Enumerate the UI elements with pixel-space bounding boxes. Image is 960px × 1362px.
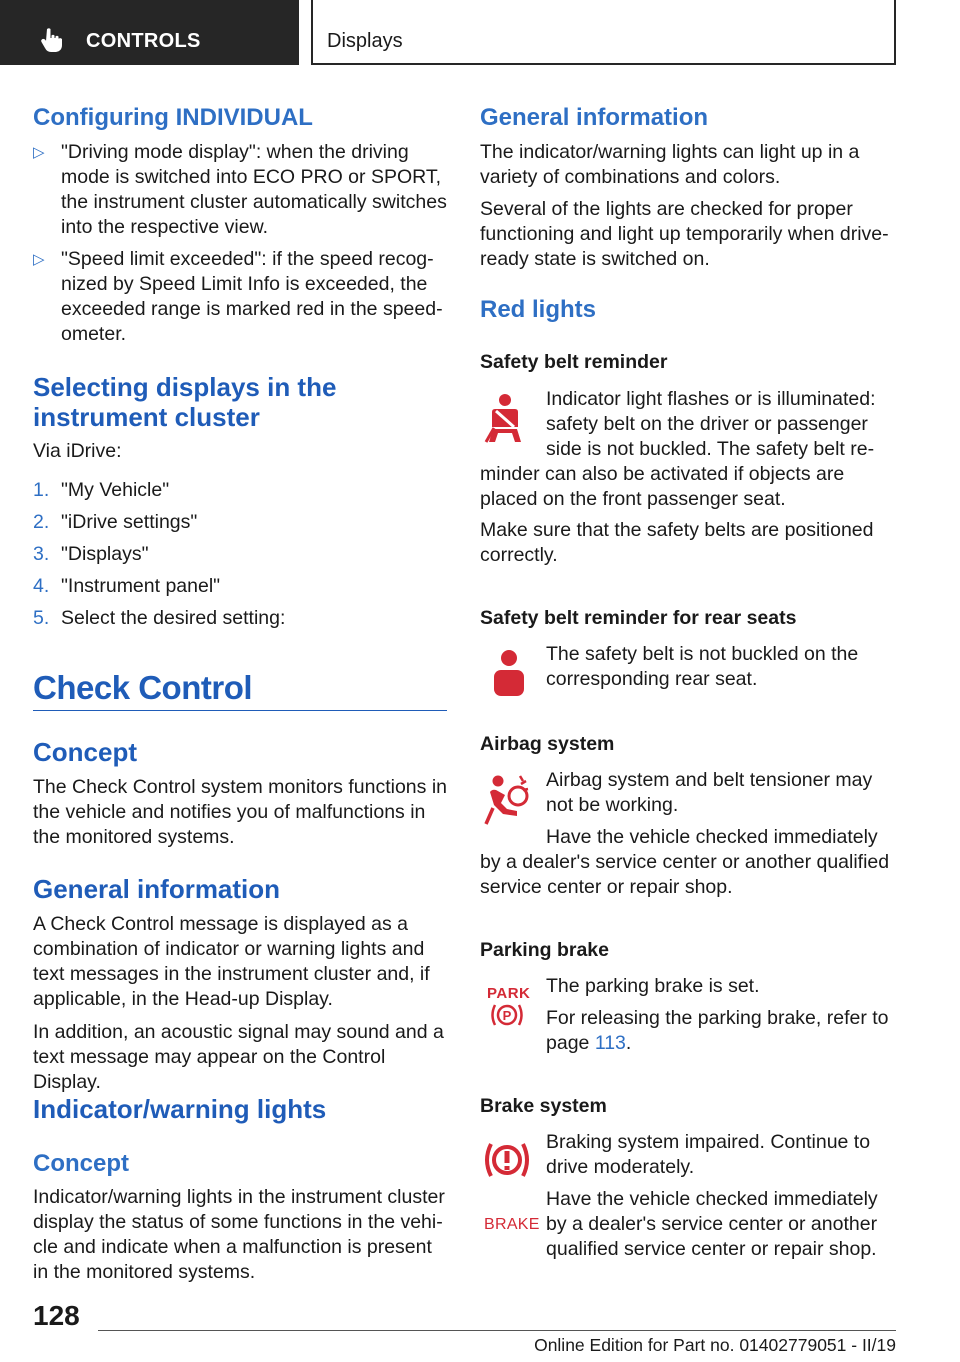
brake-text-2: Have the vehicle checked immediately by a dealer's service center or another qualified service center or repair shop. — [546, 1188, 878, 1260]
red-lights-heading: Red lights — [480, 296, 597, 323]
airbag-icon — [484, 774, 530, 826]
bullet-text: "Speed limit exceeded": if the speed recognized by Speed Limit Info is exceeded, the exceeded range is marked red in the speedometer. — [61, 248, 443, 345]
indicator-lights-heading: Indicator/warning lights — [33, 1094, 327, 1124]
park-icon-label: PARK — [487, 985, 531, 1002]
general-info-paragraph: In addition, an acoustic signal may sound and a text message may appear on the Control Display. — [33, 1021, 444, 1093]
rear-belt-text: The safety belt is not buckled on the corresponding rear seat. — [546, 643, 859, 690]
bullet-text: "Driving mode display": when the driving mode is switched into ECO PRO or SPORT, the instrument cluster automatically switches into the respective view. — [61, 141, 447, 238]
park-icon-circle — [487, 1002, 527, 1028]
step-text: "iDrive settings" — [61, 511, 198, 533]
parking-ref-text: For releasing the parking brake, refer to page — [546, 1007, 889, 1054]
selecting-heading: Selecting displays in the instrument cluster — [33, 372, 337, 432]
park-brake-icon — [487, 985, 531, 1030]
step-text: "Displays" — [61, 543, 149, 565]
step-number: 4. — [33, 575, 50, 597]
general-info-heading: General information — [33, 874, 281, 904]
list-item — [33, 510, 447, 535]
concept-heading: Concept — [33, 737, 137, 767]
step-text: "Instrument panel" — [61, 575, 221, 597]
brake-text: Braking system impaired. Continue to drive moderately. — [546, 1131, 871, 1178]
step-text: Select the desired setting: — [61, 607, 286, 629]
general-info-paragraph: The indicator/warning lights can light up in a variety of combinations and colors. — [480, 141, 860, 188]
step-number: 1. — [33, 479, 50, 501]
page-number: 128 — [33, 1300, 80, 1331]
list-item — [33, 542, 447, 567]
belt-reminder-subheading: Safety belt reminder — [480, 351, 668, 373]
general-info-paragraph: Several of the lights are checked for proper functioning and light up temporarily when drive-ready state is switched on. — [480, 198, 889, 270]
section-header — [311, 0, 896, 65]
concept-paragraph: Indicator/warning lights in the instrument cluster display the status of some functions in the vehicle and indicate when a malfunction is present in the monitored systems. — [33, 1186, 445, 1283]
bullet-item — [33, 247, 447, 347]
step-number: 3. — [33, 543, 50, 565]
edition-note: Online Edition for Part no. 01402779051 - II/19 — [534, 1335, 896, 1355]
brake-system-subheading: Brake system — [480, 1095, 607, 1117]
general-info-heading: General information — [480, 104, 709, 131]
via-idrive-text: Via iDrive: — [33, 440, 122, 462]
list-item — [33, 606, 447, 631]
step-number: 2. — [33, 511, 50, 533]
brake-warning-icon — [482, 1138, 532, 1182]
footer-divider — [98, 1330, 896, 1331]
airbag-text-2: Have the vehicle checked immediately by a dealer's service center or another qualified service center or repair shop. — [480, 826, 890, 898]
airbag-text: Airbag system and belt tensioner may not be working. — [546, 769, 873, 816]
general-info-paragraph: A Check Control message is displayed as a combination of indicator or warning lights and text messages in the instrument cluster and, if applicable, in the Head-up Display. — [33, 913, 430, 1010]
hand-pointer-icon — [40, 27, 64, 53]
check-control-heading: Check Control — [33, 669, 253, 706]
airbag-subheading: Airbag system — [480, 733, 615, 755]
step-number: 5. — [33, 607, 50, 629]
triangle-bullet-icon: ▷ — [33, 144, 45, 161]
chapter-label: CONTROLS — [86, 30, 201, 52]
concept-subheading: Concept — [33, 1150, 129, 1177]
parking-text: The parking brake is set. — [546, 975, 760, 997]
page-reference-link[interactable]: 113 — [594, 1032, 626, 1054]
airbag-paragraph-2 — [480, 825, 896, 900]
rear-seat-belt-icon — [492, 648, 526, 698]
park-icon-letter: P — [502, 1008, 512, 1023]
brake-text-icon: BRAKE — [484, 1216, 540, 1233]
section-label: Displays — [327, 30, 403, 52]
belt-reminder-text: Indicator light flashes or is illuminated: safety belt on the driver or passenger side is not buckled. The safety belt reminder can also be activated if objects are placed on the front passenger seat. — [480, 388, 876, 510]
rear-belt-subheading: Safety belt reminder for rear seats — [480, 607, 797, 629]
list-item — [33, 478, 447, 503]
bullet-item — [33, 140, 447, 240]
parking-ref-period: . — [625, 1032, 632, 1054]
step-text: "My Vehicle" — [61, 479, 170, 501]
configuring-heading: Configuring INDIVIDUAL — [33, 104, 313, 131]
list-item — [33, 574, 447, 599]
triangle-bullet-icon: ▷ — [33, 251, 45, 268]
concept-paragraph: The Check Control system monitors functions in the vehicle and notifies you of malfunctions in the monitored systems. — [33, 776, 447, 848]
parking-brake-subheading: Parking brake — [480, 939, 609, 961]
belt-reminder-paragraph-2: Make sure that the safety belts are positioned correctly. — [480, 519, 874, 566]
chapter-tab — [0, 0, 299, 65]
belt-reminder-paragraph — [480, 387, 896, 512]
heading-divider — [33, 710, 447, 711]
parking-text-2 — [546, 1006, 896, 1056]
